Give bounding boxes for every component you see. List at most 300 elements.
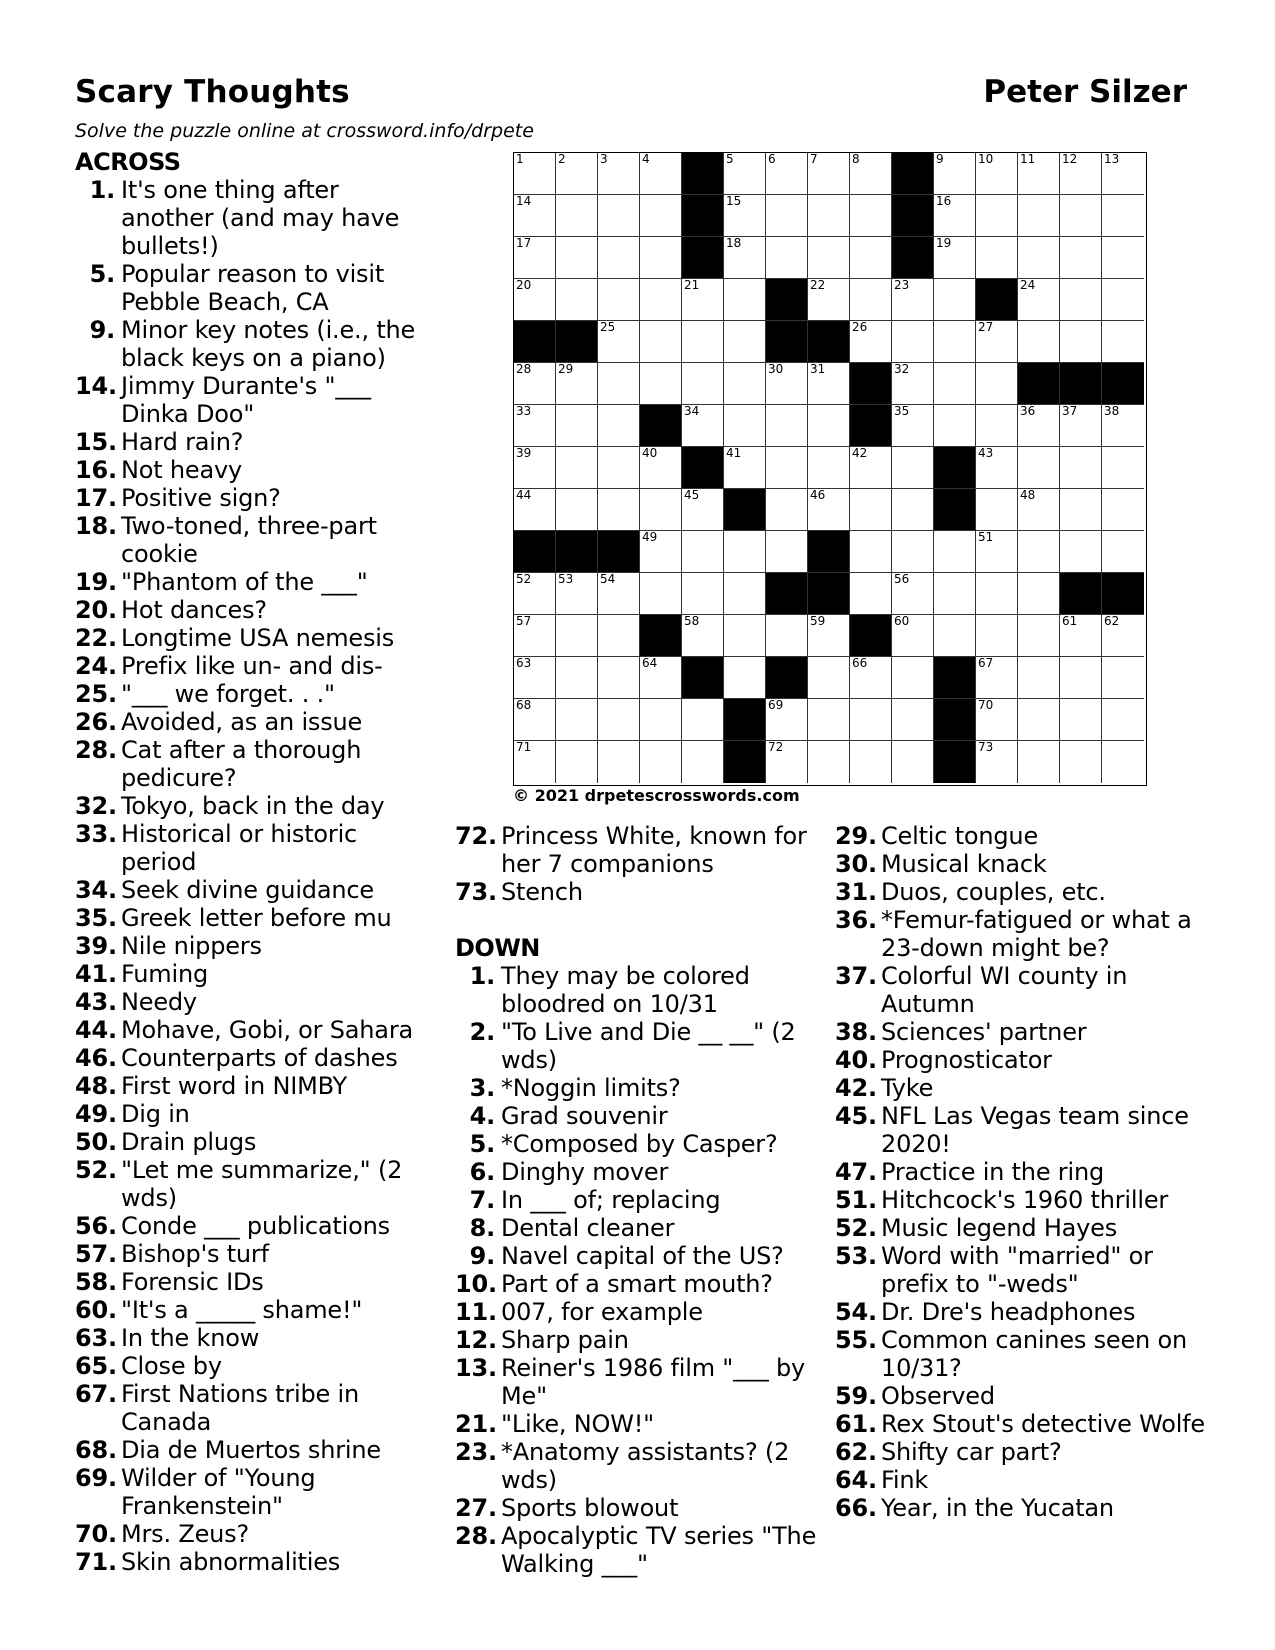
clue-text: Two-toned, three-part cookie [121, 512, 377, 568]
down-heading: DOWN [455, 934, 540, 962]
grid-cell[interactable] [850, 321, 892, 363]
grid-cell[interactable] [1102, 699, 1144, 741]
grid-cell[interactable] [598, 615, 640, 657]
grid-cell[interactable] [514, 237, 556, 279]
grid-cell[interactable] [514, 153, 556, 195]
cell-number: 73 [978, 740, 994, 754]
grid-cell[interactable] [976, 321, 1018, 363]
clue-number: 45. [835, 1102, 877, 1130]
clue-text: Dia de Muertos shrine [121, 1436, 381, 1464]
grid-cell[interactable] [598, 741, 640, 783]
grid-cell[interactable] [682, 321, 724, 363]
grid-cell[interactable] [598, 153, 640, 195]
grid-cell[interactable] [514, 405, 556, 447]
grid-cell[interactable] [976, 153, 1018, 195]
grid-cell[interactable] [1018, 195, 1060, 237]
clue-number: 26. [75, 708, 117, 736]
grid-cell[interactable] [766, 363, 808, 405]
grid-cell[interactable] [514, 489, 556, 531]
grid-cell[interactable] [1102, 531, 1144, 573]
grid-cell[interactable] [1060, 699, 1102, 741]
grid-cell[interactable] [1102, 195, 1144, 237]
clue-item [75, 456, 425, 484]
clue-item [75, 624, 425, 652]
grid-cell[interactable] [682, 363, 724, 405]
grid-block [1102, 363, 1144, 405]
grid-block [682, 447, 724, 489]
cell-number: 36 [1020, 404, 1036, 418]
grid-cell[interactable] [892, 489, 934, 531]
grid-cell[interactable] [1018, 699, 1060, 741]
clue-text: Positive sign? [121, 484, 281, 512]
clue-text: Princess White, known for her 7 companions [501, 822, 807, 878]
grid-cell[interactable] [934, 615, 976, 657]
across-clue-list [75, 176, 425, 1576]
grid-cell[interactable] [640, 531, 682, 573]
grid-cell[interactable] [976, 657, 1018, 699]
clue-text: Nile nippers [121, 932, 262, 960]
grid-cell[interactable] [766, 153, 808, 195]
cell-number: 56 [894, 572, 910, 586]
grid-cell[interactable] [1060, 405, 1102, 447]
grid-cell[interactable] [808, 363, 850, 405]
clue-item [835, 878, 1210, 906]
grid-cell[interactable] [808, 237, 850, 279]
grid-cell[interactable] [724, 153, 766, 195]
grid-cell[interactable] [808, 195, 850, 237]
grid-cell[interactable] [1060, 321, 1102, 363]
grid-cell[interactable] [1060, 741, 1102, 783]
grid-cell[interactable] [598, 279, 640, 321]
grid-cell[interactable] [976, 405, 1018, 447]
clue-item [835, 962, 1210, 1018]
grid-cell[interactable] [556, 447, 598, 489]
grid-block [976, 279, 1018, 321]
grid-cell[interactable] [556, 237, 598, 279]
grid-cell[interactable] [808, 699, 850, 741]
grid-cell[interactable] [640, 699, 682, 741]
grid-cell[interactable] [724, 657, 766, 699]
grid-cell[interactable] [976, 363, 1018, 405]
grid-cell[interactable] [934, 153, 976, 195]
clue-number: 13. [455, 1354, 497, 1382]
grid-cell[interactable] [1102, 279, 1144, 321]
grid-cell[interactable] [640, 279, 682, 321]
clue-text: *Noggin limits? [501, 1074, 681, 1102]
clue-number: 20. [75, 596, 117, 624]
cell-number: 52 [516, 572, 532, 586]
grid-cell[interactable] [1102, 153, 1144, 195]
cell-number: 44 [516, 488, 532, 502]
cell-number: 63 [516, 656, 532, 670]
grid-cell[interactable] [892, 405, 934, 447]
cell-number: 50 [810, 530, 826, 544]
grid-cell[interactable] [724, 447, 766, 489]
cell-number: 1 [516, 152, 524, 166]
clue-number: 62. [835, 1438, 877, 1466]
grid-cell[interactable] [892, 699, 934, 741]
grid-cell[interactable] [976, 573, 1018, 615]
grid-cell[interactable] [640, 237, 682, 279]
cell-number: 70 [978, 698, 994, 712]
grid-cell[interactable] [766, 699, 808, 741]
grid-cell[interactable] [934, 531, 976, 573]
grid-cell[interactable] [514, 741, 556, 783]
clue-text: "It's a _____ shame!" [121, 1296, 363, 1324]
grid-cell[interactable] [850, 195, 892, 237]
clue-text: It's one thing after another (and may have bullets!) [121, 176, 400, 260]
grid-cell[interactable] [682, 279, 724, 321]
grid-cell[interactable] [1102, 237, 1144, 279]
grid-cell[interactable] [976, 489, 1018, 531]
grid-cell[interactable] [976, 531, 1018, 573]
grid-cell[interactable] [724, 237, 766, 279]
grid-cell[interactable] [598, 447, 640, 489]
clue-item [835, 1214, 1210, 1242]
clue-number: 71. [75, 1548, 117, 1576]
grid-cell[interactable] [1060, 153, 1102, 195]
clue-number: 49. [75, 1100, 117, 1128]
clue-number: 17. [75, 484, 117, 512]
grid-cell[interactable] [514, 447, 556, 489]
clue-text: Dig in [121, 1100, 190, 1128]
grid-cell[interactable] [1102, 657, 1144, 699]
grid-cell[interactable] [808, 447, 850, 489]
clue-text: Observed [881, 1382, 995, 1410]
clue-text: Bishop's turf [121, 1240, 269, 1268]
grid-cell[interactable] [724, 573, 766, 615]
grid-cell[interactable] [1102, 489, 1144, 531]
grid-cell[interactable] [724, 405, 766, 447]
grid-cell[interactable] [598, 573, 640, 615]
grid-cell[interactable] [934, 405, 976, 447]
grid-cell[interactable] [892, 615, 934, 657]
clue-text: Not heavy [121, 456, 242, 484]
grid-cell[interactable] [640, 741, 682, 783]
cell-number: 23 [894, 278, 910, 292]
grid-block [808, 573, 850, 615]
grid-cell[interactable] [514, 279, 556, 321]
grid-cell[interactable] [1060, 447, 1102, 489]
grid-cell[interactable] [1018, 657, 1060, 699]
grid-cell[interactable] [556, 153, 598, 195]
grid-cell[interactable] [682, 741, 724, 783]
grid-cell[interactable] [682, 531, 724, 573]
grid-cell[interactable] [1102, 321, 1144, 363]
grid-cell[interactable] [640, 489, 682, 531]
grid-cell[interactable] [1102, 405, 1144, 447]
grid-cell[interactable] [892, 531, 934, 573]
grid-cell[interactable] [976, 615, 1018, 657]
clue-number: 36. [835, 906, 877, 934]
grid-cell[interactable] [724, 195, 766, 237]
down-clue-list [455, 962, 830, 1578]
grid-cell[interactable] [556, 195, 598, 237]
grid-cell[interactable] [808, 279, 850, 321]
grid-cell[interactable] [1018, 489, 1060, 531]
grid-cell[interactable] [976, 195, 1018, 237]
grid-cell[interactable] [892, 447, 934, 489]
grid-cell[interactable] [850, 573, 892, 615]
grid-cell[interactable] [850, 699, 892, 741]
cell-number: 62 [1104, 614, 1120, 628]
grid-cell[interactable] [808, 489, 850, 531]
grid-cell[interactable] [850, 237, 892, 279]
grid-cell[interactable] [640, 447, 682, 489]
grid-cell[interactable] [514, 195, 556, 237]
grid-cell[interactable] [556, 405, 598, 447]
clue-number: 28. [455, 1522, 497, 1550]
cell-number: 33 [516, 404, 532, 418]
grid-cell[interactable] [1018, 573, 1060, 615]
grid-cell[interactable] [1018, 321, 1060, 363]
clue-number: 9. [469, 1242, 495, 1270]
grid-cell[interactable] [514, 615, 556, 657]
grid-cell[interactable] [598, 237, 640, 279]
grid-cell[interactable] [514, 699, 556, 741]
clue-item [455, 1438, 830, 1494]
cell-number: 32 [894, 362, 910, 376]
grid-cell[interactable] [808, 405, 850, 447]
grid-cell[interactable] [1018, 531, 1060, 573]
grid-cell[interactable] [598, 321, 640, 363]
grid-cell[interactable] [892, 657, 934, 699]
grid-cell[interactable] [556, 279, 598, 321]
clue-item [835, 1046, 1210, 1074]
grid-block [1060, 363, 1102, 405]
cell-number: 21 [684, 278, 700, 292]
grid-cell[interactable] [514, 573, 556, 615]
grid-cell[interactable] [766, 741, 808, 783]
grid-cell[interactable] [850, 657, 892, 699]
clue-text: Sports blowout [501, 1494, 679, 1522]
grid-cell[interactable] [934, 321, 976, 363]
grid-cell[interactable] [934, 195, 976, 237]
grid-cell[interactable] [1060, 531, 1102, 573]
grid-cell[interactable] [1018, 279, 1060, 321]
grid-cell[interactable] [976, 741, 1018, 783]
grid-block [556, 321, 598, 363]
cell-number: 45 [684, 488, 700, 502]
grid-cell[interactable] [934, 363, 976, 405]
clue-text: Historical or historic period [121, 820, 358, 876]
cell-number: 66 [852, 656, 868, 670]
clue-number: 12. [455, 1326, 497, 1354]
grid-cell[interactable] [976, 237, 1018, 279]
cell-number: 47 [936, 488, 952, 502]
grid-cell[interactable] [850, 741, 892, 783]
clue-text: Dr. Dre's headphones [881, 1298, 1136, 1326]
clue-text: Reiner's 1986 film "___ by Me" [501, 1354, 806, 1410]
grid-cell[interactable] [514, 363, 556, 405]
clue-item [75, 1352, 425, 1380]
grid-cell[interactable] [640, 363, 682, 405]
clue-text: Duos, couples, etc. [881, 878, 1106, 906]
grid-cell[interactable] [850, 489, 892, 531]
grid-cell[interactable] [1102, 615, 1144, 657]
grid-cell[interactable] [640, 153, 682, 195]
clue-number: 68. [75, 1436, 117, 1464]
clue-item [455, 1018, 830, 1074]
grid-cell[interactable] [1060, 279, 1102, 321]
cell-number: 48 [1020, 488, 1036, 502]
spacer [455, 906, 830, 934]
grid-cell[interactable] [766, 531, 808, 573]
clue-item [75, 1296, 425, 1324]
grid-cell[interactable] [766, 405, 808, 447]
clue-text: "Phantom of the ___" [121, 568, 368, 596]
clue-item [75, 428, 425, 456]
clue-item [75, 1100, 425, 1128]
clue-number: 50. [75, 1128, 117, 1156]
grid-cell[interactable] [934, 279, 976, 321]
grid-cell[interactable] [850, 531, 892, 573]
grid-cell[interactable] [1102, 741, 1144, 783]
grid-cell[interactable] [850, 153, 892, 195]
clue-text: Celtic tongue [881, 822, 1039, 850]
grid-cell[interactable] [598, 195, 640, 237]
grid-cell[interactable] [640, 195, 682, 237]
clue-number: 52. [835, 1214, 877, 1242]
grid-cell[interactable] [1060, 615, 1102, 657]
cell-number: 15 [726, 194, 742, 208]
grid-cell[interactable] [556, 741, 598, 783]
clue-text: First Nations tribe in Canada [121, 1380, 359, 1436]
grid-cell[interactable] [1102, 447, 1144, 489]
grid-cell[interactable] [808, 657, 850, 699]
grid-cell[interactable] [976, 447, 1018, 489]
grid-cell[interactable] [640, 321, 682, 363]
grid-cell[interactable] [766, 237, 808, 279]
grid-cell[interactable] [682, 573, 724, 615]
clue-text: Wilder of "Young Frankenstein" [121, 1464, 316, 1520]
clue-number: 14. [75, 372, 117, 400]
grid-block [934, 657, 976, 699]
grid-cell[interactable] [724, 321, 766, 363]
grid-cell[interactable] [724, 279, 766, 321]
clue-text: Fink [881, 1466, 929, 1494]
grid-cell[interactable] [598, 405, 640, 447]
clue-text: Music legend Hayes [881, 1214, 1118, 1242]
grid-cell[interactable] [556, 615, 598, 657]
clue-number: 43. [75, 988, 117, 1016]
grid-cell[interactable] [556, 699, 598, 741]
grid-cell[interactable] [1060, 195, 1102, 237]
grid-block [682, 657, 724, 699]
grid-cell[interactable] [892, 573, 934, 615]
grid-cell[interactable] [892, 321, 934, 363]
clue-item [455, 1130, 830, 1158]
clue-number: 27. [455, 1494, 497, 1522]
grid-cell[interactable] [892, 279, 934, 321]
grid-block [514, 531, 556, 573]
clue-text: *Femur-fatigued or what a 23-down might be? [881, 906, 1192, 962]
grid-cell[interactable] [598, 699, 640, 741]
grid-cell[interactable] [1018, 447, 1060, 489]
grid-cell[interactable] [1060, 489, 1102, 531]
grid-cell[interactable] [682, 615, 724, 657]
cell-number: 59 [810, 614, 826, 628]
grid-cell[interactable] [556, 573, 598, 615]
clue-item [835, 1102, 1210, 1158]
grid-cell[interactable] [682, 405, 724, 447]
clue-number: 11. [455, 1298, 497, 1326]
clue-number: 10. [455, 1270, 497, 1298]
cell-number: 57 [516, 614, 532, 628]
grid-cell[interactable] [598, 657, 640, 699]
grid-cell[interactable] [640, 573, 682, 615]
grid-cell[interactable] [1018, 405, 1060, 447]
grid-block [682, 237, 724, 279]
clue-item [75, 792, 425, 820]
grid-cell[interactable] [892, 363, 934, 405]
grid-cell[interactable] [1018, 615, 1060, 657]
grid-cell[interactable] [892, 741, 934, 783]
clue-item [835, 906, 1210, 962]
grid-cell[interactable] [724, 615, 766, 657]
clue-text: Popular reason to visit Pebble Beach, CA [121, 260, 385, 316]
grid-cell[interactable] [850, 447, 892, 489]
clue-item [455, 1494, 830, 1522]
clue-number: 60. [75, 1296, 117, 1324]
grid-cell[interactable] [640, 657, 682, 699]
grid-cell[interactable] [556, 657, 598, 699]
cell-number: 49 [642, 530, 658, 544]
copyright-notice: © 2021 drpetescrosswords.com [513, 786, 800, 805]
grid-cell[interactable] [766, 489, 808, 531]
grid-cell[interactable] [976, 699, 1018, 741]
clue-number: 64. [835, 1466, 877, 1494]
clue-number: 34. [75, 876, 117, 904]
grid-cell[interactable] [1018, 153, 1060, 195]
grid-cell[interactable] [514, 657, 556, 699]
grid-cell[interactable] [724, 531, 766, 573]
grid-cell[interactable] [766, 195, 808, 237]
grid-cell[interactable] [1060, 657, 1102, 699]
grid-cell[interactable] [766, 447, 808, 489]
grid-cell[interactable] [934, 573, 976, 615]
grid-cell[interactable] [1060, 237, 1102, 279]
cell-number: 67 [978, 656, 994, 670]
grid-cell[interactable] [808, 741, 850, 783]
grid-cell[interactable] [1018, 237, 1060, 279]
clue-item [75, 876, 425, 904]
grid-cell[interactable] [682, 489, 724, 531]
grid-cell[interactable] [556, 489, 598, 531]
clue-text: Apocalyptic TV series "The Walking ___" [501, 1522, 817, 1578]
clue-number: 33. [75, 820, 117, 848]
clue-item [455, 822, 830, 878]
grid-cell[interactable] [1018, 741, 1060, 783]
grid-cell[interactable] [808, 153, 850, 195]
grid-cell[interactable] [724, 363, 766, 405]
grid-cell[interactable] [682, 699, 724, 741]
grid-cell[interactable] [850, 279, 892, 321]
grid-cell[interactable] [766, 615, 808, 657]
grid-cell[interactable] [598, 363, 640, 405]
grid-cell[interactable] [808, 615, 850, 657]
cell-number: 14 [516, 194, 532, 208]
clue-item [75, 1436, 425, 1464]
crossword-grid[interactable] [513, 152, 1147, 786]
clue-number: 46. [75, 1044, 117, 1072]
grid-cell[interactable] [934, 237, 976, 279]
clue-item [75, 932, 425, 960]
cell-number: 22 [810, 278, 826, 292]
clue-column-1 [75, 148, 425, 1576]
grid-cell[interactable] [556, 363, 598, 405]
grid-cell[interactable] [598, 489, 640, 531]
